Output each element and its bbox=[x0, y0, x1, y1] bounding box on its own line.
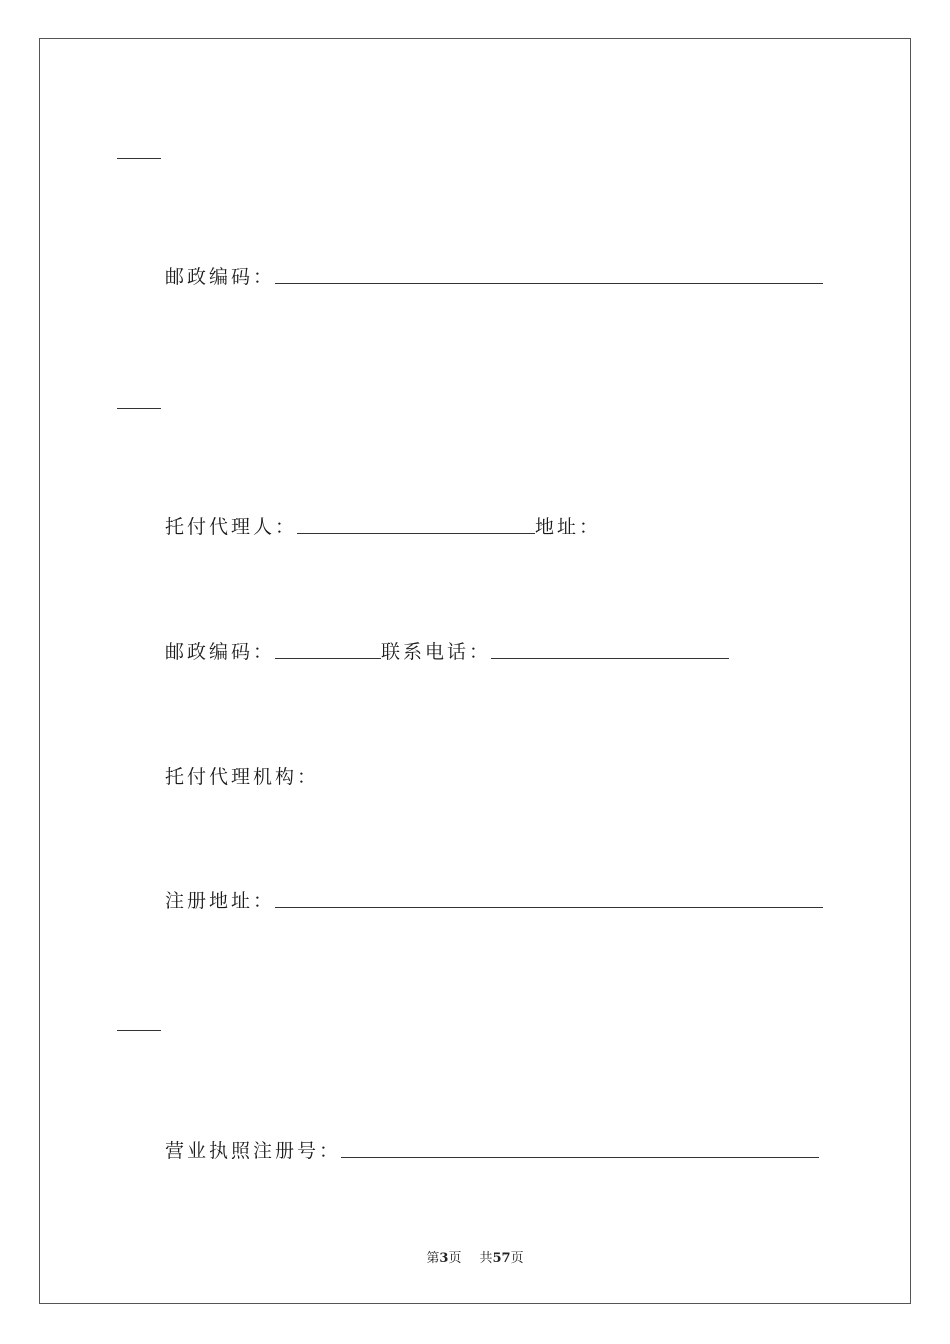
registered-address-row bbox=[165, 881, 823, 913]
business-license-field[interactable] bbox=[341, 1157, 819, 1158]
agency-label: 托付代理机构： bbox=[165, 766, 320, 788]
postal-code-field[interactable] bbox=[275, 283, 823, 284]
footer-total-prefix: 共 bbox=[479, 1251, 493, 1266]
postal-phone-row bbox=[165, 632, 729, 664]
business-license-row bbox=[165, 1131, 819, 1163]
page-footer bbox=[0, 1247, 950, 1266]
registered-address-label: 注册地址： bbox=[165, 890, 276, 912]
registered-address-field[interactable] bbox=[275, 907, 823, 908]
blank-stub bbox=[117, 408, 161, 409]
postal-code-label: 邮政编码： bbox=[165, 641, 276, 663]
postal-code-label: 邮政编码： bbox=[165, 266, 276, 288]
phone-field[interactable] bbox=[491, 658, 729, 659]
business-license-label: 营业执照注册号： bbox=[165, 1140, 342, 1162]
agent-label: 托付代理人： bbox=[165, 516, 298, 538]
total-pages: 57 bbox=[492, 1251, 511, 1266]
agent-row bbox=[165, 507, 601, 539]
footer-total-suffix: 页 bbox=[510, 1251, 524, 1266]
phone-label: 联系电话： bbox=[381, 641, 492, 663]
postal-code-field[interactable] bbox=[275, 658, 381, 659]
postal-code-row bbox=[165, 257, 823, 289]
agent-field[interactable] bbox=[297, 533, 535, 534]
agency-row bbox=[165, 757, 319, 789]
blank-stub bbox=[117, 158, 161, 159]
page-border bbox=[39, 38, 911, 1304]
page-number: 3 bbox=[439, 1251, 449, 1266]
footer-page-suffix: 页 bbox=[448, 1251, 462, 1266]
footer-prefix: 第 bbox=[426, 1251, 440, 1266]
blank-stub bbox=[117, 1030, 161, 1031]
address-label: 地址： bbox=[535, 516, 602, 538]
